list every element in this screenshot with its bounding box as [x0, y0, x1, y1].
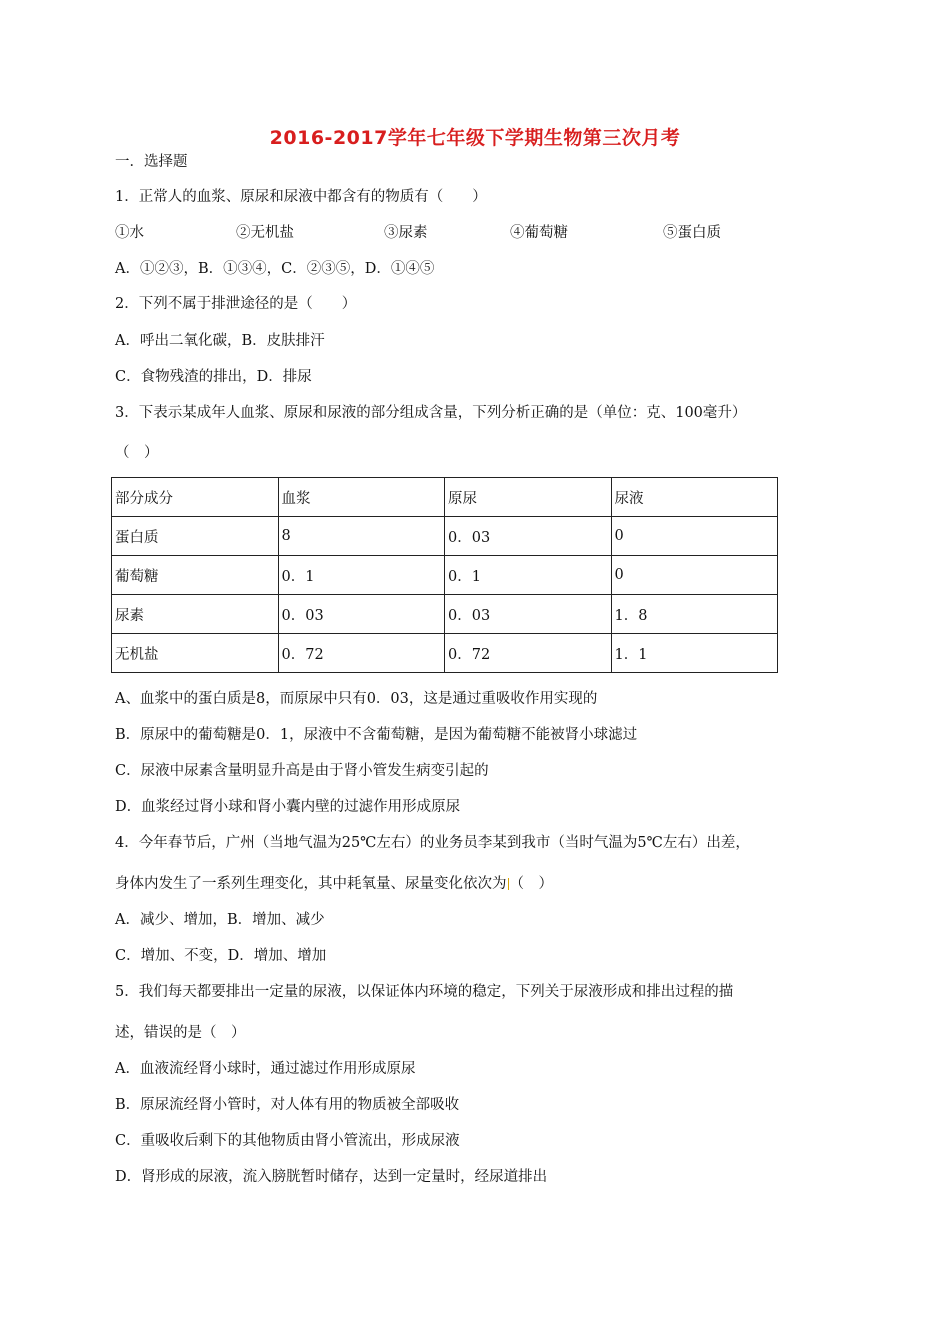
table-header-cell: 尿液	[611, 478, 778, 517]
table-cell: 0	[611, 517, 778, 556]
table-header-row	[112, 478, 778, 517]
table-cell: 蛋白质	[112, 517, 279, 556]
table-cell: 无机盐	[112, 634, 279, 673]
q1-item-1: ①水	[115, 225, 144, 241]
question-3-paren: （ ）	[115, 445, 159, 461]
question-3-option-c: C．尿液中尿素含量明显升高是由于肾小管发生病变引起的	[115, 763, 489, 779]
question-5-option-d: D．肾形成的尿液，流入膀胱暂时储存，达到一定量时，经尿道排出	[115, 1169, 548, 1185]
question-4-stem-text: 身体内发生了一系列生理变化，其中耗氧量、尿量变化依次为	[115, 876, 507, 892]
question-4-paren: （ ）	[509, 876, 553, 892]
table-row	[112, 556, 778, 595]
question-3-option-b: B．原尿中的葡萄糖是0．1，尿液中不含葡萄糖，是因为葡萄糖不能被肾小球滤过	[115, 727, 638, 743]
table-cell: 1．8	[611, 595, 778, 634]
table-header-cell: 部分成分	[112, 478, 279, 517]
table-header-cell: 原尿	[445, 478, 612, 517]
table-cell: 尿素	[112, 595, 279, 634]
table-row	[112, 595, 778, 634]
question-1-stem: 1．正常人的血浆、原尿和尿液中都含有的物质有（ ）	[115, 189, 487, 205]
table-cell: 1．1	[611, 634, 778, 673]
question-2-choices-ab: A．呼出二氧化碳，B．皮肤排汗	[115, 333, 325, 349]
table-row	[112, 517, 778, 556]
q1-item-5: ⑤蛋白质	[663, 225, 721, 241]
q1-item-3: ③尿素	[384, 225, 428, 241]
table-cell: 8	[278, 517, 445, 556]
table-cell: 0．1	[445, 556, 612, 595]
question-2-choices-cd: C．食物残渣的排出，D．排尿	[115, 369, 312, 385]
page-title: 2016-2017学年七年级下学期生物第三次月考	[269, 127, 681, 149]
table-cell: 0．03	[445, 517, 612, 556]
question-5-option-a: A．血液流经肾小球时，通过滤过作用形成原尿	[115, 1061, 416, 1077]
table-cell: 0	[611, 556, 778, 595]
q1-item-2: ②无机盐	[236, 225, 294, 241]
table-cell: 0．72	[445, 634, 612, 673]
table-header-cell: 血浆	[278, 478, 445, 517]
question-4-choices-cd: C．增加、不变，D．增加、增加	[115, 948, 327, 964]
table-cell: 0．1	[278, 556, 445, 595]
table-row	[112, 634, 778, 673]
question-5-stem-line1: 5．我们每天都要排出一定量的尿液，以保证体内环境的稳定，下列关于尿液形成和排出过程的描	[115, 984, 734, 1000]
question-3-stem: 3．下表示某成年人血浆、原尿和尿液的部分组成含量，下列分析正确的是（单位：克、100毫升）	[115, 405, 747, 421]
section-heading: 一．选择题	[115, 154, 188, 170]
table-cell: 0．72	[278, 634, 445, 673]
question-4-choices-ab: A．减少、增加，B．增加、减少	[115, 912, 325, 928]
question-5-stem-line2: 述，错误的是（ ）	[115, 1025, 246, 1041]
question-2-stem: 2．下列不属于排泄途径的是（ ）	[115, 296, 357, 312]
table-cell: 葡萄糖	[112, 556, 279, 595]
question-1-choices: A．①②③，B．①③④，C．②③⑤，D．①④⑤	[115, 261, 435, 277]
question-4-stem-line1: 4．今年春节后，广州（当地气温为25℃左右）的业务员李某到我市（当时气温为5℃左右）出差，	[115, 835, 750, 851]
question-3-option-a: A、血浆中的蛋白质是8，而原尿中只有0．03，这是通过重吸收作用实现的	[115, 691, 598, 707]
q1-item-4: ④葡萄糖	[510, 225, 568, 241]
table-cell: 0．03	[445, 595, 612, 634]
question-3-option-d: D．血浆经过肾小球和肾小囊内壁的过滤作用形成原尿	[115, 799, 461, 815]
table-cell: 0．03	[278, 595, 445, 634]
question-5-option-c: C．重吸收后剩下的其他物质由肾小管流出，形成尿液	[115, 1133, 460, 1149]
text-cursor-mark	[508, 878, 509, 890]
question-5-option-b: B．原尿流经肾小管时，对人体有用的物质被全部吸收	[115, 1097, 460, 1113]
composition-table	[111, 477, 778, 673]
question-4-stem-line2	[115, 874, 553, 894]
